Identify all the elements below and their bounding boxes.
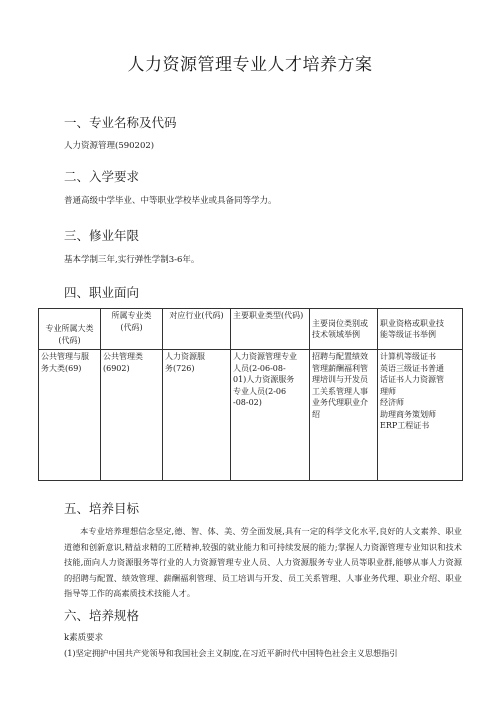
page-title: 人力资源管理专业人才培养方案 (127, 55, 373, 75)
section-heading-specs: 六、培养规格 (64, 608, 140, 623)
table-header-cell: 主要岗位类别或 技术领域举例 (310, 309, 378, 350)
table-cell-class: 公共管理类 (6902) (101, 350, 163, 481)
table-header-cell: 对应行业(代码) (163, 309, 231, 350)
table-header-cell: 所属专业类 (代码) (101, 309, 163, 350)
career-table (38, 308, 463, 481)
table-cell-positions: 招聘与配置绩效 管理薪酬福利管 理培训与开发员 工关系管理人事 业务代理职业介 绍 (310, 350, 378, 481)
table-cell-certificates: 计算机等级证书 英语三级证书普通 话证书人力资源管 理师 经济师 助理商务策划师 ERP工程证书 (378, 350, 463, 481)
section-heading-duration: 三、修业年限 (64, 228, 140, 243)
section-heading-admission: 二、入学要求 (64, 169, 140, 184)
specs-item-1: (1)坚定拥护中国共产党领导和我国社会主义制度,在习近平新时代中国特色社会主义思想指引 (64, 648, 398, 658)
table-header-cell: 职业资格或职业技 能等级证书举例 (378, 309, 463, 350)
table-cell-occupation: 人力资源管理专业 人员(2-06-08- 01)人力资源服务 专业人员(2-06 -08-02) (231, 350, 310, 481)
goals-paragraph: 本专业培养理想信念坚定,德、智、体、美、劳全面发展,具有一定的科学文化水平,良好的人文素养、职业道德和创新意识,精益求精的工匠精神,较强的就业能力和可持续发展的能力;掌握人力资源管理专业知识和技术技能,面向人力资源服务等行业的人力资源管理专业人员、人力资源服务专业人员等职业群,能够从事人力资源的招聘与配置、绩效管理、薪酬福利管理、员工培训与开发、员工关系管理、人事业务代理、职业介绍、职业指导等工作的高素质技术技能人才。 (64, 526, 462, 598)
duration-text: 基本学制三年,实行弹性学制3-6年。 (64, 255, 200, 265)
section-heading-goals: 五、培养目标 (64, 501, 140, 516)
admission-text: 普通高级中学毕业、中等职业学校毕业或具备同等学力。 (64, 196, 277, 206)
major-code-text: 人力资源管理(590202) (64, 141, 155, 151)
table-header-row (39, 309, 463, 350)
table-cell-industry: 人力资源服 务(726) (163, 350, 231, 481)
section-heading-major: 一、专业名称及代码 (64, 115, 177, 130)
table-cell-category: 公共管理与服 务大类(69) (39, 350, 101, 481)
table-row (39, 350, 463, 481)
specs-subheading: k素质要求 (64, 633, 104, 643)
table-header-cell: 专业所属大类 (代码) (39, 309, 101, 350)
table-header-cell: 主要职业类型(代码) (231, 309, 310, 350)
section-heading-career: 四、职业面向 (64, 285, 140, 300)
